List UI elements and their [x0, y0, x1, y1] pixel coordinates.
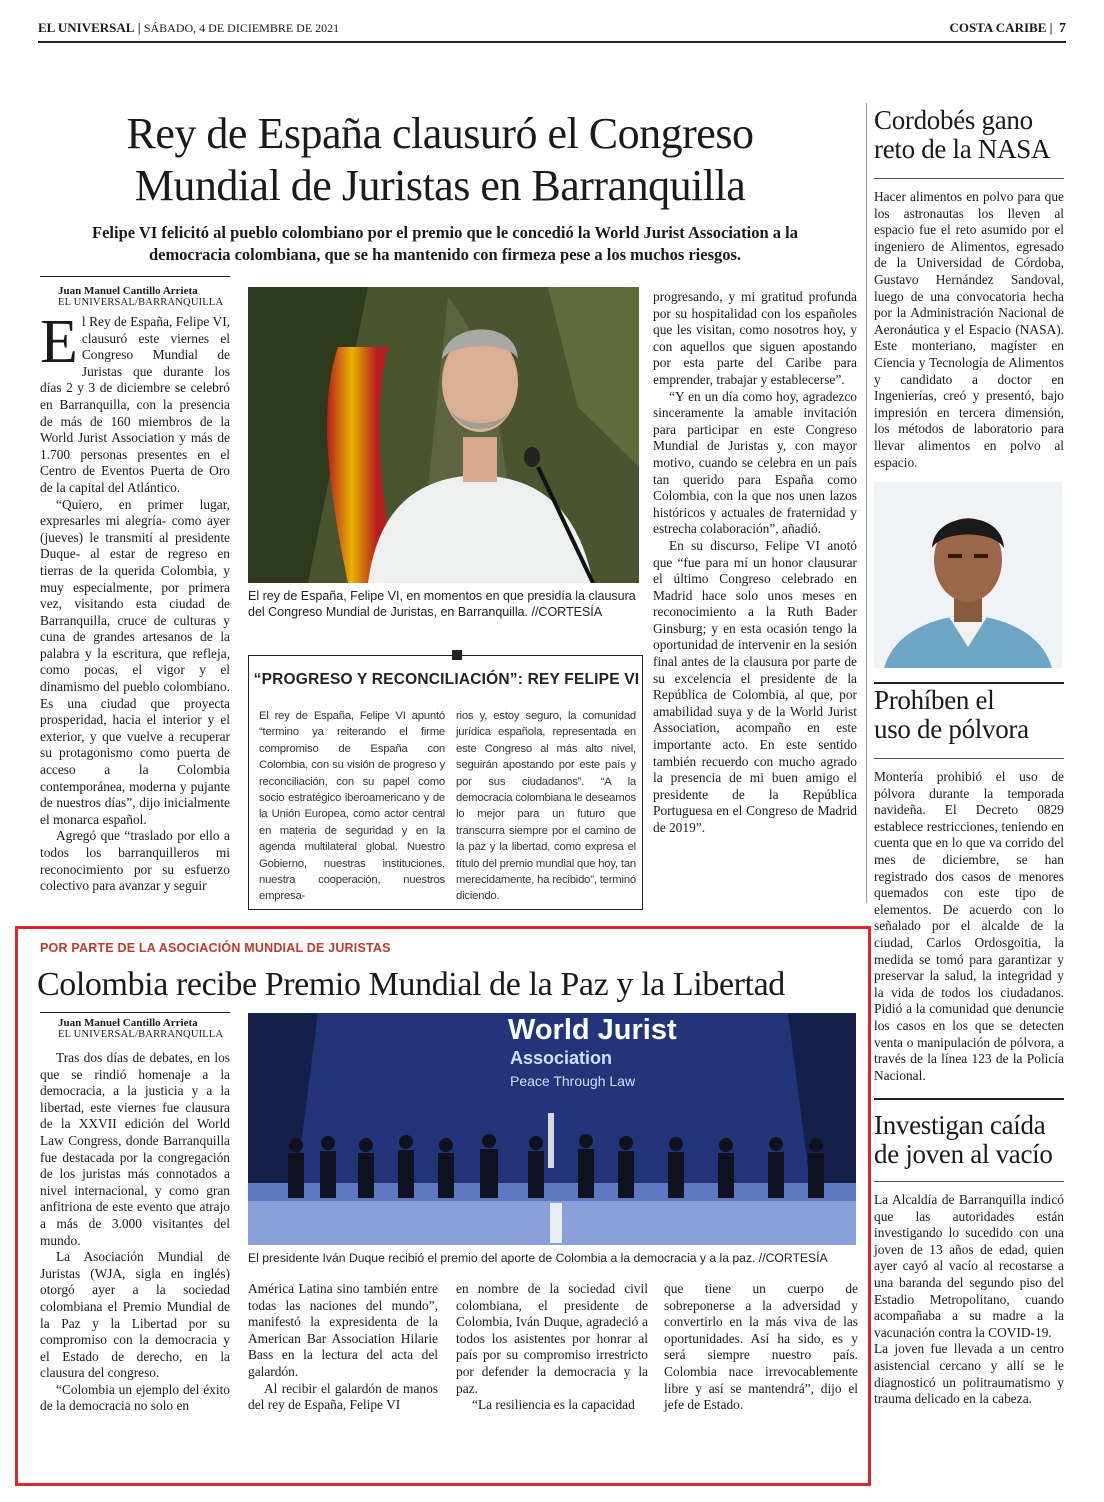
section-name: COSTA CARIBE	[949, 20, 1047, 35]
header-left: EL UNIVERSAL | SÁBADO, 4 DE DICIEMBRE DE 2021	[38, 20, 340, 35]
king-photo-illustration	[248, 287, 639, 583]
quote-box-col1: El rey de España, Felipe VI apuntó “termino ya reiterando el firme compromiso de España con Colombia, con su visión de progreso y reconciliación, con su papel como socio estratégico iberoamericano y de la Unión Europea, como actor central en materia de seguridad y en la agenda multilateral global. Nuestro Gobierno, nuestras instituciones, nuestra cooperación, nuestros empresa-	[259, 710, 445, 903]
second-col2-p2: Al recibir el galardón de manos del rey de España, Felipe VI	[248, 1380, 438, 1413]
page-header	[38, 18, 1066, 40]
second-col1-p2: La Asociación Mundial de Juristas (WJA, sigla en inglés) otorgó ayer a la sociedad colombiana el Premio Mundial de la Paz y la Libertad por su compromiso con la democracia y el Estado de derecho, en la clausura del congreso.	[40, 1249, 230, 1381]
caida-text	[874, 1192, 1064, 1408]
sidebar-rule-3	[874, 1098, 1064, 1100]
nasa-text: Hacer alimentos en polvo para que los astronautas los lleven al espacio fue el reto asumido por el ingeniero de Alimentos, egresado de la Universidad de Córdoba, Gustavo Hernández Sandoval, luego de una convocatoria hecha por la Administración Nacional de Aeronáutica y el Espacio (NASA). Este monteriano, magíster en Ciencia y Tecnología de Alimentos y candidato a doctor en Ingenierías, creó y presentó, bajo impresión en tercera dimensión, los métodos de laboratorio para llevar alimentos en polvo al espacio.	[874, 189, 1064, 470]
byline-author: Juan Manuel Cantillo Arrieta	[58, 285, 198, 297]
polvora-text: Montería prohibió el uso de pólvora durante la temporada navideña. El Decreto 0829 establece restricciones, teniendo en cuenta que en lo que va corrido del mes de diciembre, se han registrado dos casos de menores quemados con este tipo de elementos. De acuerdo con lo señalado por el alcalde de la ciudad, Carlos Ordosgoitia, la medida se tomó para garantizar y preservar la salud, la integridad y la vida de todos los ciudadanos. Pidió a la comunidad que denuncie los casos en los que se detecten venta o manipulación de pólvora, a través de la línea 123 de la Policía Nacional.	[874, 769, 1064, 1083]
sidebar-article-nasa	[874, 106, 1074, 471]
nasa-rule	[874, 178, 1064, 179]
header-rule	[38, 41, 1066, 43]
polvora-headline	[874, 686, 1074, 744]
caida-headline	[874, 1111, 1074, 1169]
nasa-headline	[874, 106, 1074, 164]
second-col2	[248, 1281, 438, 1414]
main-headline-line1: Rey de España clausuró el Congreso	[126, 109, 754, 158]
polvora-rule	[874, 758, 1064, 759]
caida-headline-line1: Investigan caída	[874, 1110, 1046, 1140]
second-byline-org: EL UNIVERSAL/BARRANQUILLA	[58, 1029, 224, 1040]
caida-text-p1: La Alcaldía de Barranquilla indicó que las autoridades están investigando lo sucedido con una joven de 13 años de edad, quien ayer cayó al vacío al recostarse a una baranda del segundo piso del Estadio Metropolitano, cuando acompañaba a su madre a la vacunación contra la COVID-19.	[874, 1192, 1064, 1340]
nasa-headline-line2: reto de la NASA	[874, 134, 1051, 164]
sidebar-article-polvora	[874, 686, 1074, 1084]
main-col1-p2: “Quiero, en primer lugar, expresarles mi alegría- como ayer (jueves) le transmití al presidente Duque- al estar de regreso en tierras de la querida Colombia, y muy especialmente, por primera vez, visitando esta ciudad de Barranquilla, cruce de culturas y cuna de grandes artesanos de la palabra y la escritura, que refleja, como pocas, el vigor y el dinamismo del pueblo colombiano. Es una ciudad que proyecta prosperidad, hacia el interior y el exterior, y que vuelve a recuperar su protagonismo como puerta de acceso a la Colombia contemporánea, moderna y pujante de nuestros días”, dijo inicialmente el monarca español.	[40, 496, 230, 827]
polvora-headline-line1: Prohíben el	[874, 685, 995, 715]
main-col1-p1	[40, 308, 230, 497]
issue-date: SÁBADO, 4 DE DICIEMBRE DE 2021	[143, 21, 340, 35]
main-col4-p1: progresando, y mi gratitud profunda por su hospitalidad con los españoles que les visitan, como nosotros hoy, y con aquellos que siguen apostando por esta parte del Caribe para emprender, trabajar y establecerse”.	[653, 289, 857, 387]
paper-name: EL UNIVERSAL	[38, 20, 135, 35]
main-headline	[30, 108, 850, 212]
second-col1-p3: “Colombia un ejemplo del éxito de la democracia no solo en	[40, 1381, 230, 1414]
byline-rule	[40, 276, 230, 277]
main-col4	[653, 289, 857, 837]
main-photo	[248, 287, 639, 583]
main-subhead	[40, 222, 850, 266]
caida-headline-line2: de joven al vacío	[874, 1139, 1053, 1169]
quote-box-title: “PROGRESO Y RECONCILIACIÓN”: REY FELIPE VI	[253, 671, 640, 688]
stage-logo-line2: Association	[510, 1048, 613, 1068]
main-headline-line2: Mundial de Juristas en Barranquilla	[134, 161, 746, 210]
second-col1-p1: Tras dos días de debates, en los que se rindió homenaje a la democracia, a la justicia y a la libertad, este viernes fue clausura de la XXVII edición del World Law Congress, donde Barranquilla fue destacada por la congregación de los juristas más connotados a nivel internacional, y como gran anfitriona de este evento que atrajo a más de 3.000 visitantes del mundo.	[40, 1050, 230, 1248]
header-right: COSTA CARIBE | 7	[949, 20, 1066, 36]
second-col3-p2: “La resiliencia es la capacidad	[472, 1397, 635, 1413]
main-subhead-line1: Felipe VI felicitó al pueblo colombiano por el premio que le concedió la World Jurist Association a la	[92, 223, 798, 242]
second-headline: Colombia recibe Premio Mundial de la Paz y la Libertad	[37, 966, 785, 1003]
main-col1-p3: Agregó que “traslado por ello a todos los barranquilleros mi reconocimiento por su esfuerzo colectivo para avanzar y seguir	[40, 828, 230, 894]
second-col2-p1: América Latina sino también entre todas las naciones del mundo”, manifestó la expresidenta de la American Bar Association Hilarie Bass en la lectura del acta del galardón.	[248, 1281, 438, 1379]
main-byline	[58, 285, 238, 309]
stage-logo	[508, 1013, 788, 1093]
engineer-portrait	[874, 482, 1062, 668]
main-photo-caption: El rey de España, Felipe VI, en momentos en que presidía la clausura del Congreso Mundial de Juristas, en Barranquilla. //CORTESÍA	[248, 589, 636, 619]
second-col1	[40, 1050, 230, 1415]
second-col4-p1: que tiene un cuerpo de sobreponerse a la adversidad y convertirlo en la más viva de las oportunidades. Así ha sido, es y será siempre nuestro país. Colombia nace irrevocablemente libre y así se mantendrá”, dijo el jefe de Estado.	[664, 1281, 858, 1413]
nasa-headline-line1: Cordobés gano	[874, 105, 1033, 135]
award-photo-caption: El presidente Iván Duque recibió el premio del aporte de Colombia a la democracia y a la paz. //CORTESÍA	[248, 1251, 828, 1265]
main-col4-p3: En su discurso, Felipe VI anotó que “fue para mí un honor clausurar el último Congreso celebrado en Madrid hace solo unos meses en reconocimiento a la Ruth Bader Ginsburg; y en esta ocasión tengo la oportunidad de intervenir en la sesión final antes de la clausura por parte de su excelencia el presidente de la República de Colombia, al que, por amabilidad suya y de la World Jurist Association, acompaño en este importante acto. En este sentido también recuerdo con mucho agrado la presencia de mi buen amigo el presidente de la República Portuguesa en el Congreso de Madrid de 2019”.	[653, 537, 857, 835]
second-byline-author: Juan Manuel Cantillo Arrieta	[58, 1017, 198, 1029]
main-col1-p1-text: l Rey de España, Felipe VI, clausuró este viernes el Congreso Mundial de Juristas que durante los días 2 y 3 de diciembre se celebró en Barranquilla, con la presencia de más de 160 miembros de la World Jurist Association y más de 1.700 personas presentes en el Centro de Eventos Puerta de Oro de la capital del Atlántico.	[40, 314, 230, 495]
second-byline-rule	[40, 1012, 230, 1013]
quote-box	[248, 655, 643, 910]
stage-logo-line3: Peace Through Law	[510, 1073, 636, 1089]
award-photo	[248, 1013, 856, 1245]
second-kicker: POR PARTE DE LA ASOCIACIÓN MUNDIAL DE JURISTAS	[40, 941, 391, 955]
main-col4-p2: “Y en un día como hoy, agradezco sinceramente la amable invitación para participar en este Congreso Mundial de Juristas y, con mayor motivo, cuando se celebra en un país tan querido para España como Colombia, con la que nos unen lazos históricos y actuales de fraternidad y estrecha colaboración”, añadió.	[653, 388, 857, 537]
polvora-headline-line2: uso de pólvora	[874, 714, 1029, 744]
second-col3	[456, 1281, 648, 1414]
second-col3-p1: en nombre de la sociedad civil colombiana, el presidente de Colombia, Iván Duque, agradeció a todos los asistentes por honrar al país por su compromiso irrestricto por defender la democracia y la paz.	[456, 1281, 648, 1396]
nasa-photo	[874, 482, 1062, 668]
stage-logo-line1: World Jurist	[508, 1014, 677, 1046]
sidebar-article-caida	[874, 1111, 1074, 1408]
second-col4	[664, 1281, 858, 1414]
second-byline	[58, 1017, 238, 1041]
caida-text-p2: La joven fue llevada a un centro asistencial cercano y allí se le diagnosticó un politraumatismo y trauma delicado en la cabeza.	[874, 1341, 1064, 1407]
quote-box-top-tab	[452, 650, 462, 660]
sidebar-rule-2	[874, 682, 1064, 684]
caida-rule	[874, 1181, 1064, 1182]
sidebar-divider	[866, 103, 867, 903]
main-subhead-line2: democracia colombiana, que se ha mantenido con firmeza pese a los muchos riesgos.	[148, 245, 742, 264]
main-col1	[40, 308, 230, 895]
drop-cap: E	[40, 308, 78, 376]
page-number: 7	[1059, 21, 1066, 36]
quote-box-col2: rios y, estoy seguro, la comunidad jurídica española, representada en este Congreso al más alto nivel, seguirán apostando por este país y por sus ciudadanos”. “A la democracia colombiana le deseamos lo mejor para un futuro que transcurra siempre por el camino de la paz y la libertad, como expresa el título del premio mundial que hoy, tan merecidamente, ha recibido”, terminó diciendo.	[456, 710, 636, 903]
byline-org: EL UNIVERSAL/BARRANQUILLA	[58, 297, 224, 308]
